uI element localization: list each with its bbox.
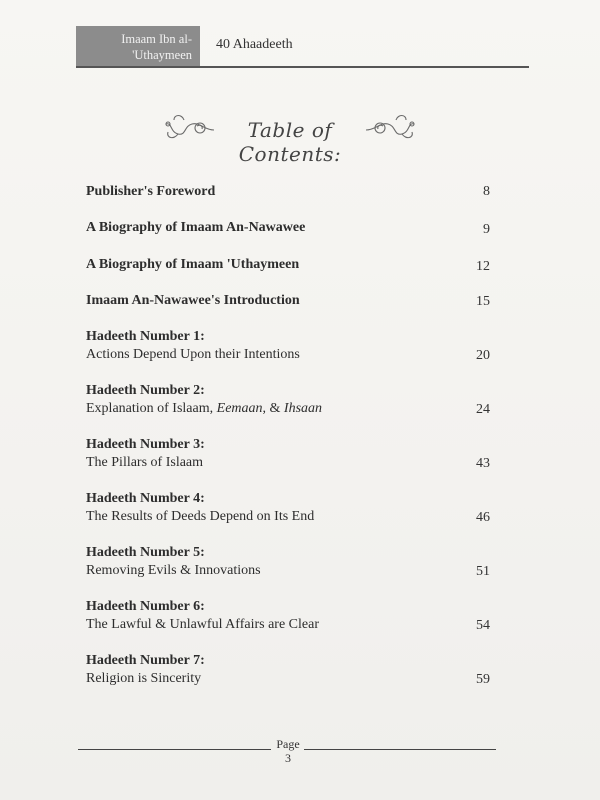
toc-entry-page: 43	[476, 456, 490, 471]
header-rule	[200, 66, 529, 68]
footer-rule-left	[78, 749, 271, 750]
toc-entry[interactable]	[86, 383, 490, 417]
toc-entry-title: Hadeeth Number 2:	[86, 383, 205, 398]
toc-entry-subtitle: Explanation of Islaam, Eemaan, & Ihsaan	[86, 401, 323, 416]
toc-entry-title: Hadeeth Number 5:	[86, 545, 205, 560]
toc-entry-subtitle: The Results of Deeds Depend on Its End	[86, 509, 315, 524]
toc-entry-page: 59	[476, 672, 490, 687]
toc-entry-subtitle: The Lawful & Unlawful Affairs are Clear	[86, 617, 319, 632]
toc-entry-page: 54	[476, 618, 490, 633]
emphasis-eemaan: Eemaan	[216, 401, 263, 416]
toc-entry-page: 24	[476, 402, 490, 417]
toc-entry[interactable]	[86, 257, 490, 273]
toc-entry-page: 20	[476, 348, 490, 363]
toc-entry-title: A Biography of Imaam An-Nawawee	[86, 220, 306, 235]
footer-page-block	[270, 737, 306, 765]
header-author-line2: 'Uthaymeen	[132, 48, 192, 62]
toc-entry[interactable]	[86, 653, 490, 687]
footer-rule-right	[304, 749, 496, 750]
toc-entry-title: Hadeeth Number 1:	[86, 329, 205, 344]
right-ornament-icon	[364, 108, 420, 144]
toc-entry-title: Imaam An-Nawawee's Introduction	[86, 293, 300, 308]
toc-entry-title: Hadeeth Number 3:	[86, 437, 205, 452]
toc-entry[interactable]	[86, 437, 490, 471]
toc-entry-title: Publisher's Foreword	[86, 184, 216, 199]
toc-entry-subtitle: Religion is Sincerity	[86, 671, 202, 686]
toc-title: Table of Contents:	[238, 118, 342, 166]
toc-entry-title: A Biography of Imaam 'Uthaymeen	[86, 257, 300, 272]
emphasis-ihsaan: Ihsaan	[283, 401, 323, 416]
toc-entry-title: Hadeeth Number 7:	[86, 653, 205, 668]
footer-page-label: Page	[276, 737, 300, 751]
header-author-line1: Imaam Ibn al-	[121, 32, 192, 46]
toc-entry[interactable]	[86, 184, 490, 200]
footer-page-number: 3	[285, 751, 291, 765]
left-ornament-icon	[160, 108, 216, 144]
toc-entry[interactable]	[86, 220, 490, 236]
toc-entry-subtitle: Actions Depend Upon their Intentions	[86, 347, 300, 362]
toc-entry[interactable]	[86, 599, 490, 633]
toc-entry-page: 51	[476, 564, 490, 579]
header-author-box	[76, 26, 200, 66]
toc-entry-title: Hadeeth Number 4:	[86, 491, 205, 506]
toc-entry[interactable]	[86, 491, 490, 525]
toc-entry[interactable]	[86, 329, 490, 363]
header-rule-left	[76, 66, 200, 68]
header-book-title: 40 Ahaadeeth	[216, 37, 293, 52]
toc-entry-page: 15	[476, 294, 490, 309]
toc-entry-page: 46	[476, 510, 490, 525]
toc-entry-subtitle: The Pillars of Islaam	[86, 455, 204, 470]
toc-entry-page: 12	[476, 259, 490, 274]
toc-title-block	[160, 108, 420, 166]
toc-entry-page: 8	[483, 184, 490, 199]
toc-entry-title: Hadeeth Number 6:	[86, 599, 205, 614]
toc-entry[interactable]	[86, 293, 490, 309]
toc-entry-subtitle: Removing Evils & Innovations	[86, 563, 261, 578]
toc-entry[interactable]	[86, 545, 490, 579]
toc-entry-page: 9	[483, 222, 490, 237]
